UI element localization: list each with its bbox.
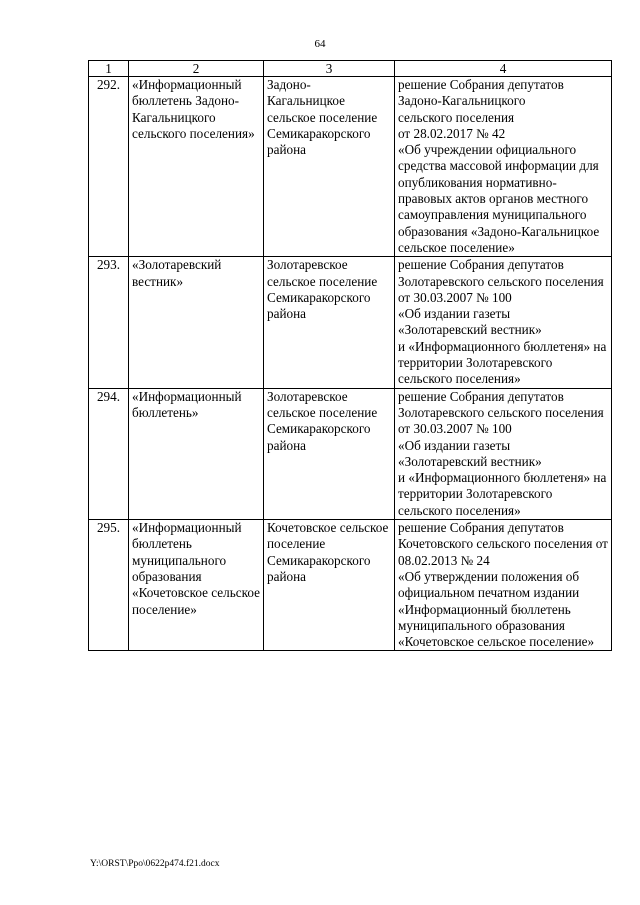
founding-document: решение Собрания депутатов Золотаревского сельского поселения от 30.03.2007 № 100 «Об издании газеты «Золотаревский вестник» и «Информационного бюллетеня» на территории Золотаревского сельского поселения» <box>395 257 612 388</box>
publication-name: «Информационный бюллетень Задоно-Кагальницкого сельского поселения» <box>129 77 264 257</box>
founding-document: решение Собрания депутатов Кочетовского сельского поселения от 08.02.2013 № 24 «Об утверждении положения об официальном печатном издании «Информационный бюллетень муниципального образования «Кочетовское сельское поселение» <box>395 520 612 651</box>
row-number: 292. <box>89 77 129 257</box>
founding-document: решение Собрания депутатов Золотаревского сельского поселения от 30.03.2007 № 100 «Об издании газеты «Золотаревский вестник» и «Информационного бюллетеня» на территории Золотаревского сельского поселения» <box>395 388 612 519</box>
territory: Кочетовское сельское поселение Семикаракорского района <box>264 520 395 651</box>
table-row <box>89 388 612 519</box>
territory: Золотаревское сельское поселение Семикаракорского района <box>264 388 395 519</box>
territory: Золотаревское сельское поселение Семикаракорского района <box>264 257 395 388</box>
header-row <box>89 61 612 77</box>
publication-name: «Информационный бюллетень муниципального образования «Кочетовское сельское поселение» <box>129 520 264 651</box>
registry-table <box>88 60 612 651</box>
column-header-3: 3 <box>264 61 395 77</box>
row-number: 295. <box>89 520 129 651</box>
column-header-2: 2 <box>129 61 264 77</box>
territory: Задоно- Кагальницкое сельское поселение Семикаракорского района <box>264 77 395 257</box>
table-row <box>89 77 612 257</box>
publication-name: «Информационный бюллетень» <box>129 388 264 519</box>
table-row <box>89 257 612 388</box>
row-number: 294. <box>89 388 129 519</box>
file-path-footer: Y:\ORST\Ppo\0622p474.f21.docx <box>90 859 220 869</box>
column-header-1: 1 <box>89 61 129 77</box>
table-row <box>89 520 612 651</box>
column-header-4: 4 <box>395 61 612 77</box>
page-number: 64 <box>314 38 326 50</box>
row-number: 293. <box>89 257 129 388</box>
publication-name: «Золотаревский вестник» <box>129 257 264 388</box>
founding-document: решение Собрания депутатов Задоно-Кагальницкого сельского поселения от 28.02.2017 № 42 «Об учреждении официального средства массовой информации для опубликования нормативно-правовых актов органов местного самоуправления муниципального образования «Задоно-Кагальницкое сельское поселение» <box>395 77 612 257</box>
